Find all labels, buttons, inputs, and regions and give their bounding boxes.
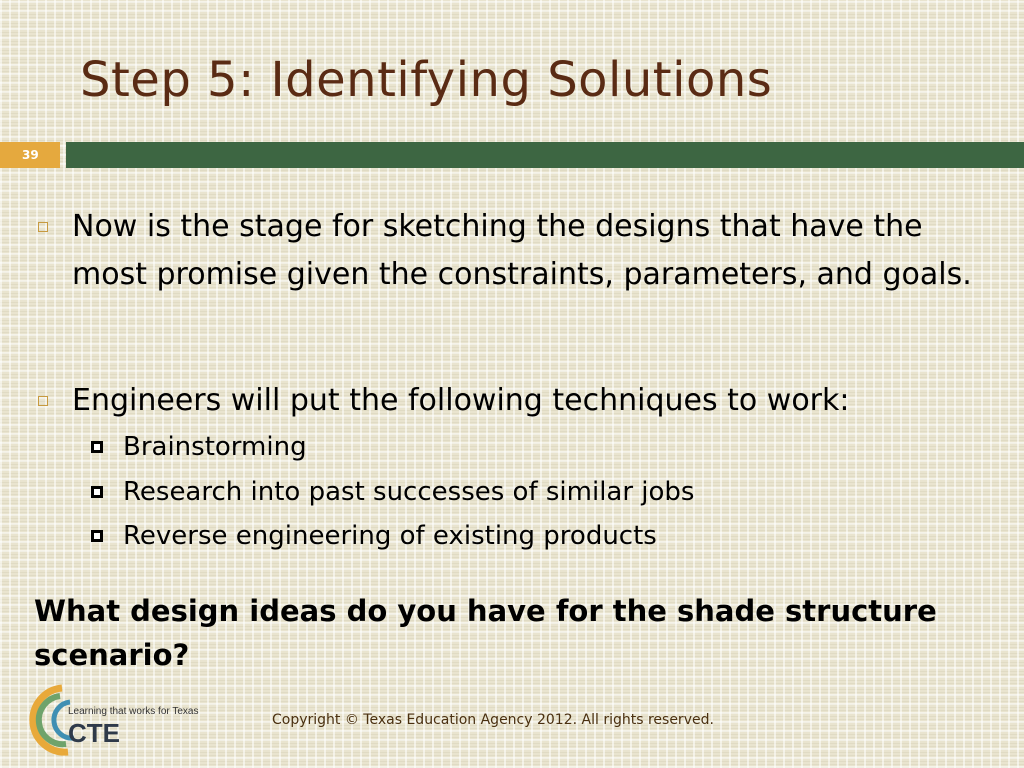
- logo-text: CTE: [68, 718, 120, 748]
- bullet-box-icon: [38, 222, 48, 232]
- title-bar: [66, 142, 1024, 168]
- discussion-question: What design ideas do you have for the shade structure scenario?: [34, 594, 937, 672]
- sub-bullet-text: Brainstorming: [123, 432, 307, 462]
- sub-bullet-text: Research into past successes of similar jobs: [123, 477, 695, 507]
- sub-bullet-icon: [91, 486, 103, 498]
- slide-number: 39: [0, 142, 60, 168]
- slide-title: Step 5: Identifying Solutions: [80, 52, 773, 108]
- bullet-text: Now is the stage for sketching the designs that have the most promise given the constraints, parameters, and goals.: [72, 209, 972, 292]
- logo-tagline: Learning that works for Texas: [68, 706, 199, 717]
- bullet-box-icon: [38, 396, 48, 406]
- cte-logo: [24, 680, 224, 760]
- copyright-text: Copyright © Texas Education Agency 2012. All rights reserved.: [272, 712, 714, 728]
- sub-bullet-icon: [91, 441, 103, 453]
- sub-bullet-text: Reverse engineering of existing products: [123, 521, 657, 551]
- bullet-text: Engineers will put the following techniques to work:: [72, 383, 850, 418]
- sub-bullet-icon: [91, 530, 103, 542]
